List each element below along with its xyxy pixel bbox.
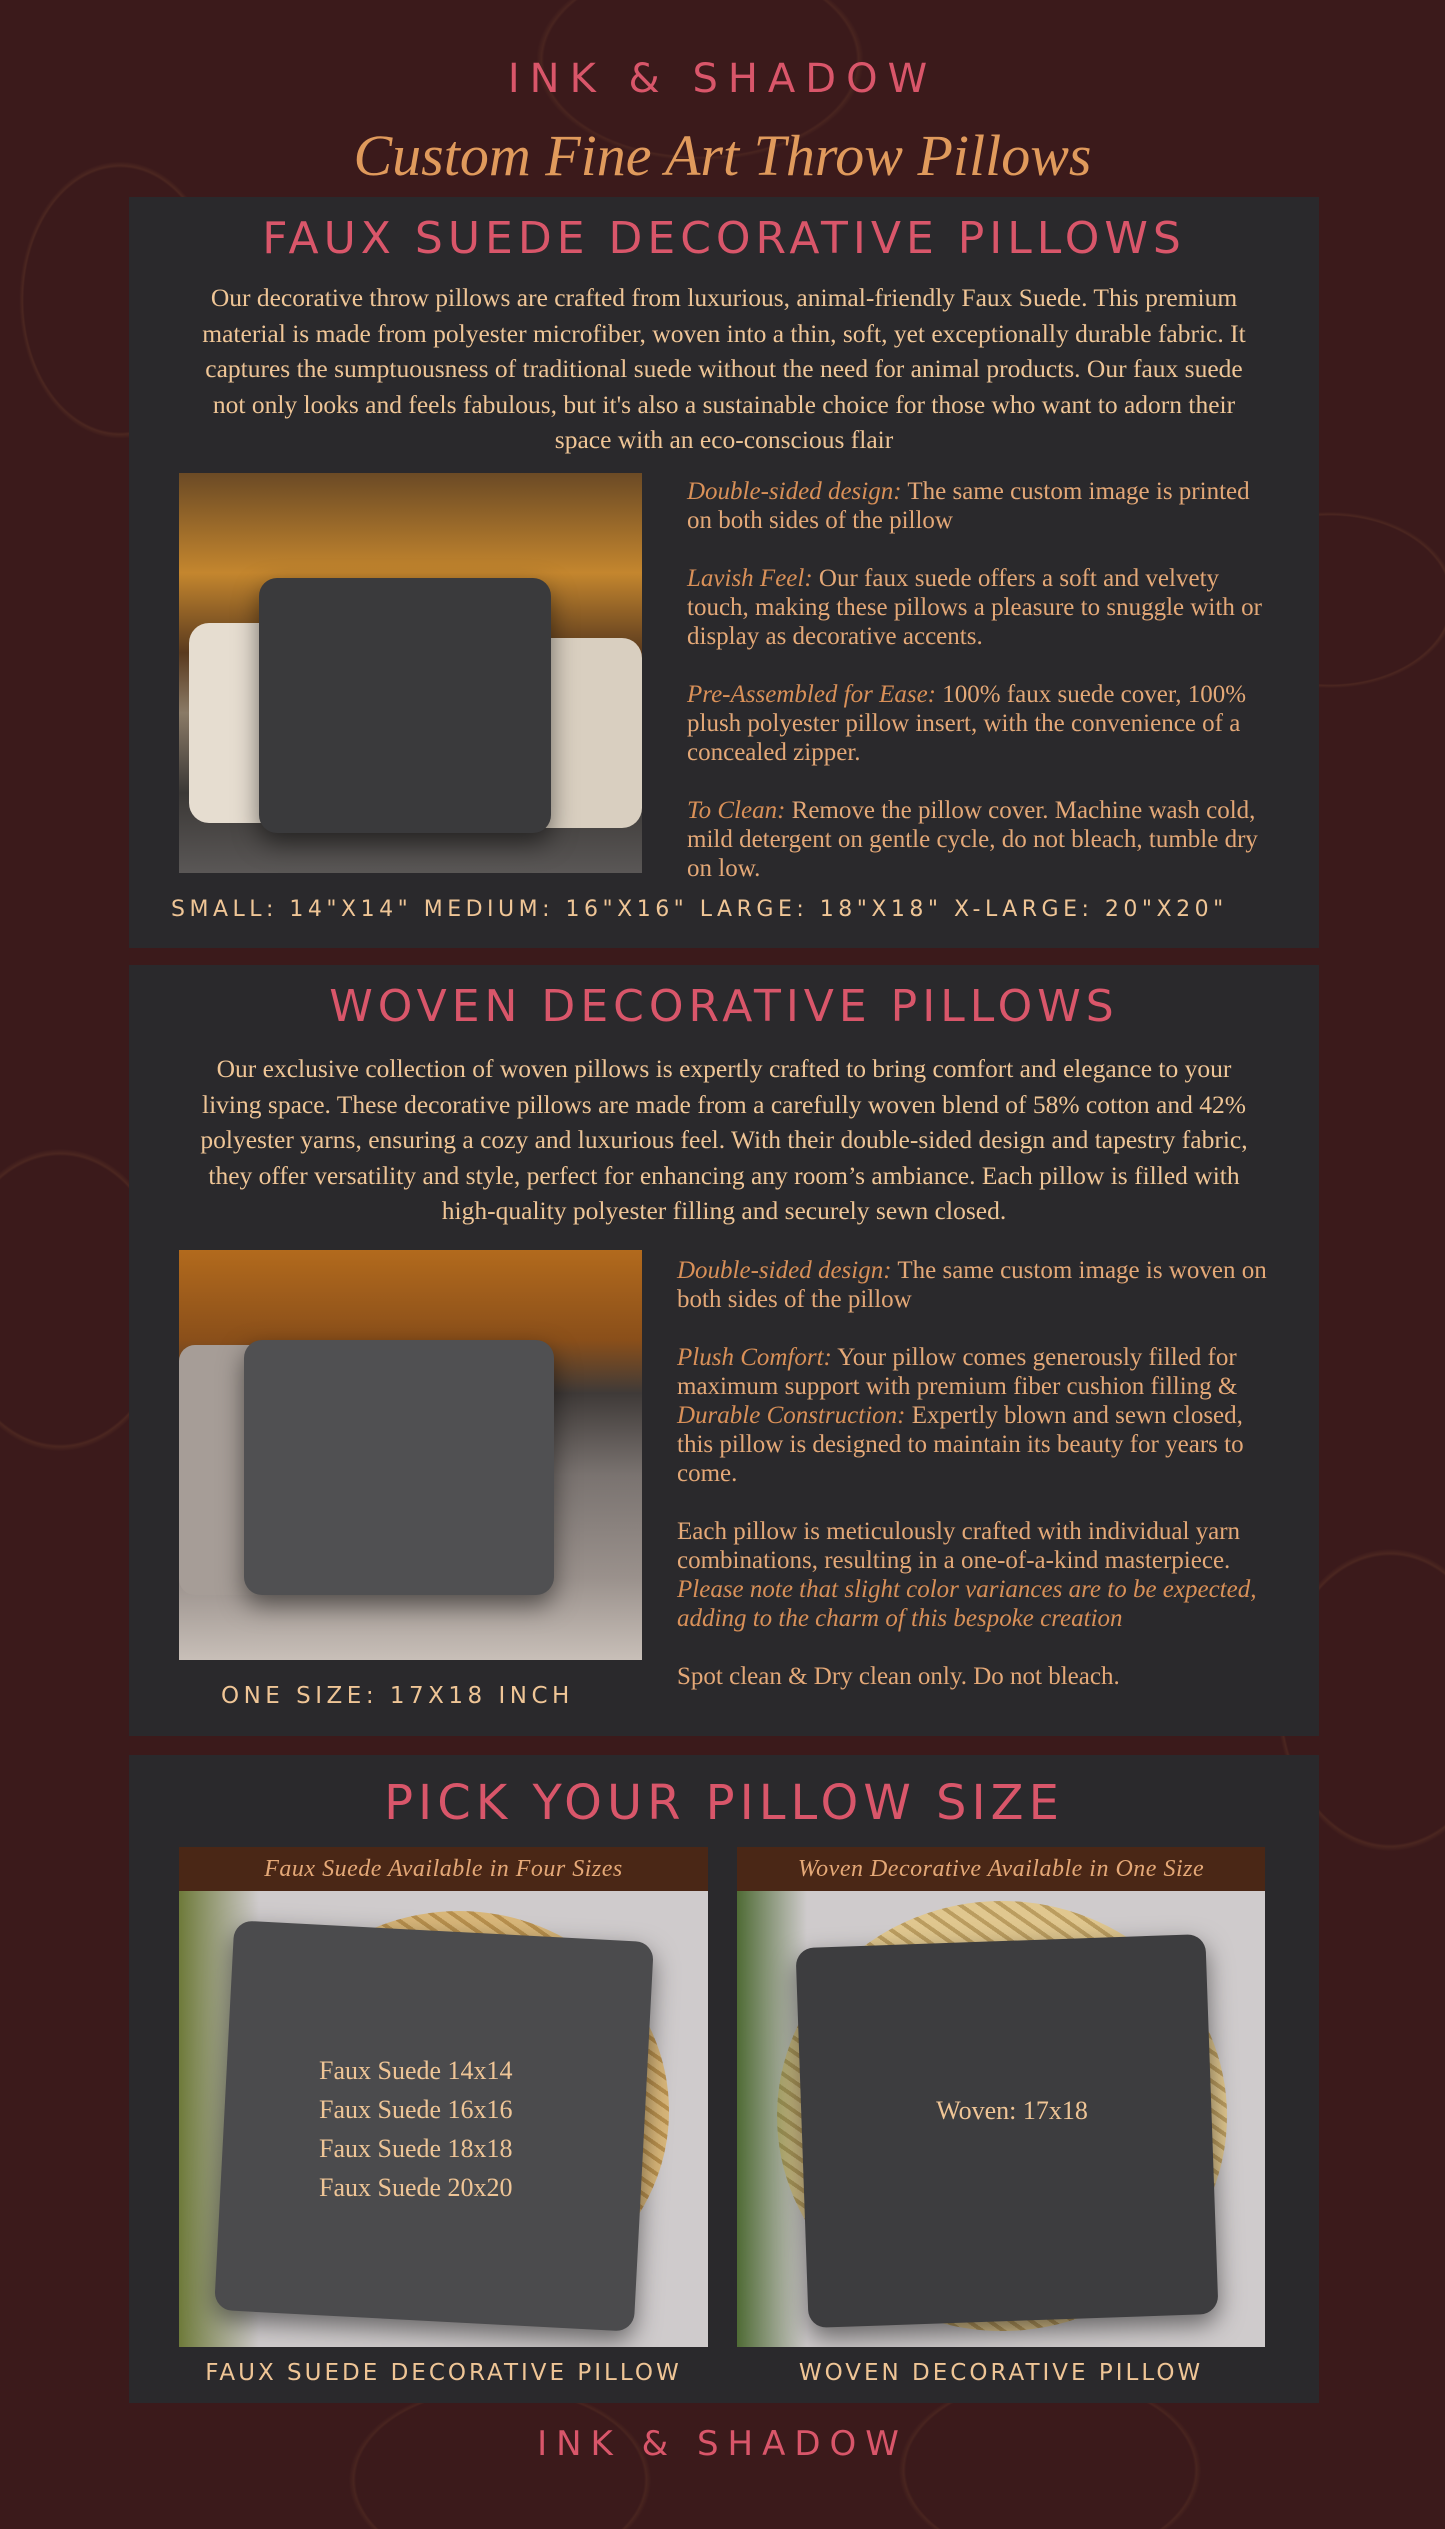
feature-label: Double-sided design:: [687, 478, 902, 505]
feature-item: [677, 1256, 1277, 1314]
feature-text: 100% faux suede cover, 100% plush polyester pillow insert, with the convenience of a concealed zipper.: [687, 681, 1247, 766]
brand-logo: INK & SHADOW: [507, 56, 938, 102]
feature-text: Each pillow is meticulously crafted with individual yarn combinations, resulting in a one-of-a-kind masterpiece.: [677, 1518, 1241, 1574]
faux-suede-pillow-photo: [179, 473, 642, 873]
feature-item: [687, 680, 1267, 767]
feature-text: Spot clean & Dry clean only. Do not bleach.: [677, 1663, 1120, 1690]
footer-brand: INK & SHADOW: [537, 2424, 908, 2464]
feature-item: [677, 1662, 1277, 1691]
feature-label: Lavish Feel:: [687, 565, 813, 592]
pillow-image: [259, 578, 551, 833]
section-title: PICK YOUR PILLOW SIZE: [384, 1775, 1064, 1831]
woven-caption: WOVEN DECORATIVE PILLOW: [798, 2360, 1204, 2386]
feature-label: Plush Comfort:: [677, 1344, 832, 1371]
faux-suede-caption: FAUX SUEDE DECORATIVE PILLOW: [205, 2360, 682, 2386]
feature-item: [687, 477, 1267, 535]
faux-suede-section: [129, 197, 1319, 948]
feature-label: Durable Construction:: [677, 1402, 906, 1429]
feature-item: [687, 564, 1267, 651]
size-label: ONE SIZE: 17X18 INCH: [221, 1683, 574, 1709]
size-option: Woven: 17x18: [936, 2096, 1088, 2125]
feature-list: [687, 477, 1267, 912]
size-option: Faux Suede 20x20: [319, 2173, 513, 2202]
feature-note: Please note that slight color variances are to be expected, adding to the charm of this bespoke creation: [677, 1576, 1257, 1632]
feature-item: [677, 1343, 1277, 1488]
feature-label: To Clean:: [687, 797, 786, 824]
feature-item: [677, 1517, 1277, 1633]
woven-banner: Woven Decorative Available in One Size: [737, 1847, 1265, 1891]
page-subtitle: Custom Fine Art Throw Pillows: [353, 123, 1092, 188]
feature-text: Your pillow comes generously filled for maximum support with premium fiber cushion filling &: [677, 1344, 1238, 1400]
size-option: Faux Suede 16x16: [319, 2095, 513, 2124]
size-option: Faux Suede 14x14: [319, 2056, 513, 2085]
feature-list: [677, 1256, 1277, 1720]
feature-text: The same custom image is printed on both sides of the pillow: [687, 478, 1250, 534]
size-options: [319, 2051, 519, 2207]
faux-suede-size-option[interactable]: [179, 1891, 708, 2347]
pick-size-section: [129, 1755, 1319, 2403]
feature-label: Double-sided design:: [677, 1257, 892, 1284]
feature-text: Our faux suede offers a soft and velvety touch, making these pillows a pleasure to snuggle with or display as decorative accents.: [687, 565, 1262, 650]
woven-pillow-photo: [179, 1250, 642, 1660]
section-title: FAUX SUEDE DECORATIVE PILLOWS: [262, 213, 1186, 264]
size-option: Faux Suede 18x18: [319, 2134, 513, 2163]
faux-suede-banner: Faux Suede Available in Four Sizes: [179, 1847, 708, 1891]
woven-section: [129, 965, 1319, 1736]
section-title: WOVEN DECORATIVE PILLOWS: [329, 981, 1119, 1032]
section-description: Our exclusive collection of woven pillows is expertly crafted to bring comfort and elegance to your living space. These decorative pillows are made from a carefully woven blend of 58% cotton and 42% polyester yarns, ensuring a cozy and luxurious feel. With their double-sided design and tapestry fabric, they offer versatility and style, perfect for enhancing any room’s ambiance. Each pillow is filled with high-quality polyester filling and securely sewn closed.: [200, 1054, 1248, 1225]
feature-text: The same custom image is woven on both sides of the pillow: [677, 1257, 1267, 1313]
pillow-image: [244, 1340, 554, 1595]
section-description: Our decorative throw pillows are crafted from luxurious, animal-friendly Faux Suede. This premium material is made from polyester microfiber, woven into a thin, soft, yet exceptionally durable fabric. It captures the sumptuousness of traditional suede without the need for animal products. Our faux suede not only looks and feels fabulous, but it's also a sustainable choice for those who want to adorn their space with an eco-conscious flair: [202, 283, 1246, 454]
woven-size-option[interactable]: [737, 1891, 1265, 2347]
feature-label: Pre-Assembled for Ease:: [687, 681, 937, 708]
feature-item: [687, 796, 1267, 883]
feature-text: Remove the pillow cover. Machine wash cold, mild detergent on gentle cycle, do not bleach, tumble dry on low.: [687, 797, 1258, 882]
feature-text: Expertly blown and sewn closed, this pillow is designed to maintain its beauty for years to come.: [677, 1402, 1244, 1487]
size-list: SMALL: 14"X14" MEDIUM: 16"X16" LARGE: 18"X18" X-LARGE: 20"X20": [171, 897, 1228, 922]
pillow-image: [795, 1934, 1218, 2328]
